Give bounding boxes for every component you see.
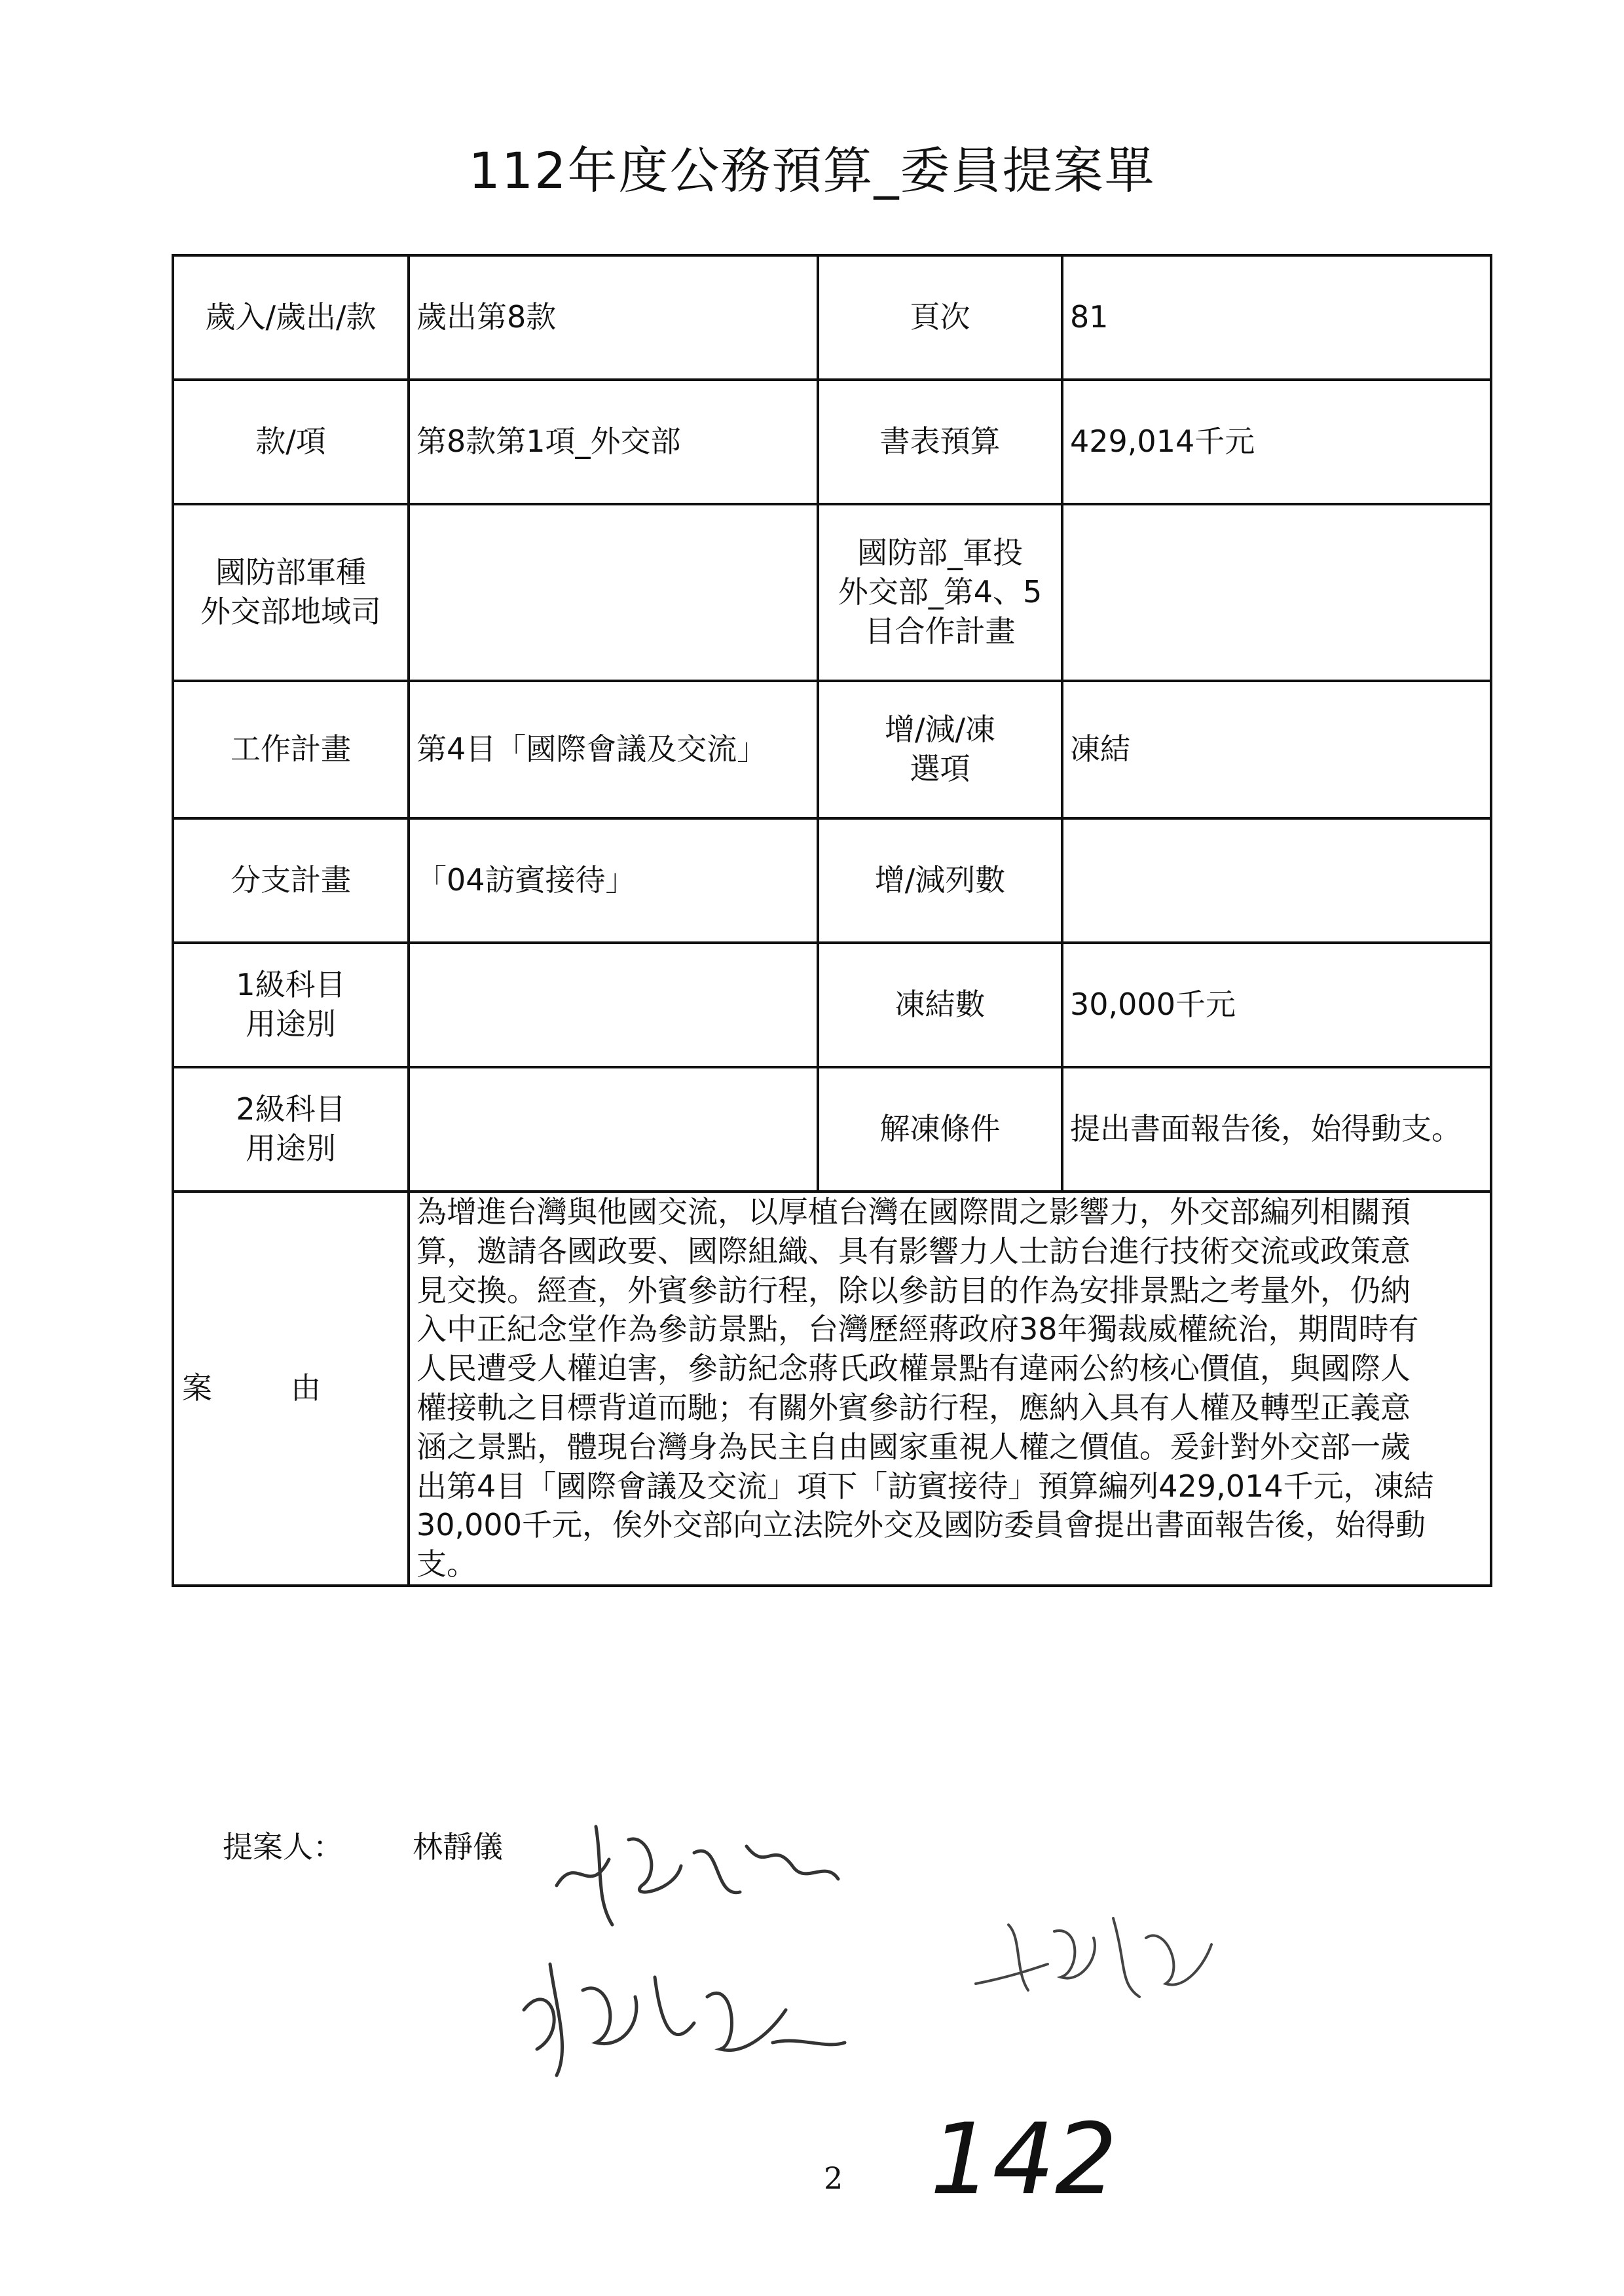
field-label-line: 選項 — [910, 751, 970, 786]
reason-line: 為增進台灣與他國交流，以厚植台灣在國際間之影響力，外交部編列相關預 — [416, 1194, 1411, 1230]
field-label — [173, 818, 409, 943]
field-label-2 — [818, 380, 1062, 504]
field-label-line: 款/項 — [255, 424, 326, 460]
handwritten-page-number — [923, 2095, 1120, 2219]
field-label-line: 工作計畫 — [231, 731, 351, 767]
field-value: 歲出第8款 — [409, 255, 818, 380]
field-label-2 — [818, 1067, 1062, 1192]
field-label — [173, 943, 409, 1067]
reason-line: 出第4目「國際會議及交流」項下「訪賓接待」預算編列429,014千元，凍結 — [416, 1468, 1434, 1504]
form-row — [173, 1067, 1491, 1192]
form-row — [173, 380, 1491, 504]
field-value-2: 30,000千元 — [1062, 943, 1491, 1067]
field-label-line: 國防部軍種 — [215, 555, 366, 591]
field-label-line: 歲入/歲出/款 — [205, 299, 377, 335]
reason-line: 算，邀請各國政要、國際組織、具有影響力人士訪台進行技術交流或政策意 — [416, 1233, 1411, 1269]
form-row — [173, 504, 1491, 681]
field-label-line: 目合作計畫 — [864, 613, 1016, 649]
field-label-line: 1級科目 — [236, 967, 346, 1003]
proposer-label: 提案人： — [223, 1829, 343, 1865]
field-value: 第4目「國際會議及交流」 — [409, 681, 818, 818]
field-value — [409, 504, 818, 681]
field-value: 第8款第1項_外交部 — [409, 380, 818, 504]
signature-1 — [550, 1813, 851, 1931]
field-value — [409, 1067, 818, 1192]
reason-line: 支。 — [416, 1546, 477, 1582]
handwritten-number-text: 142 — [930, 2103, 1118, 2217]
reason-line: 見交換。經查，外賓參訪行程，除以參訪目的作為安排景點之考量外，仍納 — [416, 1272, 1411, 1308]
reason-line: 人民遭受人權迫害，參訪紀念蔣氏政權景點有違兩公約核心價值，與國際人 — [416, 1351, 1411, 1387]
field-label-line: 增/減列數 — [874, 862, 1006, 898]
reason-line: 涵之景點，體現台灣身為民主自由國家重視人權之價值。爰針對外交部一歲 — [416, 1429, 1411, 1465]
form-row — [173, 943, 1491, 1067]
signature-3 — [969, 1899, 1218, 2010]
field-label-line: 頁次 — [910, 299, 970, 335]
field-label-2 — [818, 943, 1062, 1067]
field-label-line: 書表預算 — [879, 424, 1001, 460]
field-label — [173, 504, 409, 681]
field-value-2: 429,014千元 — [1062, 380, 1491, 504]
reason-label: 案由 — [173, 1192, 409, 1586]
field-label — [173, 255, 409, 380]
field-label-line: 外交部地域司 — [200, 594, 381, 629]
field-label — [173, 681, 409, 818]
field-label-line: 分支計畫 — [231, 862, 351, 898]
proposal-form-table — [172, 254, 1492, 1587]
page-number: 2 — [824, 2160, 843, 2196]
field-label-2 — [818, 818, 1062, 943]
form-row — [173, 818, 1491, 943]
reason-text — [409, 1192, 1491, 1586]
field-value: 「04訪賓接待」 — [409, 818, 818, 943]
field-value — [409, 943, 818, 1067]
reason-line: 權接軌之目標背道而馳；有關外賓參訪行程，應納入具有人權及轉型正義意 — [416, 1389, 1411, 1425]
field-label-line: 解凍條件 — [879, 1111, 1001, 1147]
signature-2 — [511, 1951, 851, 2082]
field-value-2: 凍結 — [1062, 681, 1491, 818]
field-value-2 — [1062, 818, 1491, 943]
field-value-2: 81 — [1062, 255, 1491, 380]
field-value-2: 提出書面報告後，始得動支。 — [1062, 1067, 1491, 1192]
field-label-line: 用途別 — [246, 1131, 336, 1166]
field-label-2 — [818, 681, 1062, 818]
field-label-line: 外交部_第4、5 — [838, 574, 1043, 610]
field-label-line: 2級科目 — [236, 1091, 346, 1127]
reason-line: 30,000千元，俟外交部向立法院外交及國防委員會提出書面報告後，始得動 — [416, 1507, 1426, 1543]
field-label-line: 增/減/凍 — [885, 712, 995, 748]
field-label-line: 國防部_軍投 — [857, 535, 1023, 571]
field-label-2 — [818, 504, 1062, 681]
document-title: 112年度公務預算_委員提案單 — [468, 141, 1156, 200]
field-value-2 — [1062, 504, 1491, 681]
form-row — [173, 681, 1491, 818]
field-label-2 — [818, 255, 1062, 380]
field-label — [173, 380, 409, 504]
reason-row — [173, 1192, 1491, 1586]
field-label — [173, 1067, 409, 1192]
reason-line: 入中正紀念堂作為參訪景點，台灣歷經蔣政府38年獨裁威權統治，期間時有 — [416, 1311, 1419, 1347]
form-row — [173, 255, 1491, 380]
field-label-line: 凍結數 — [895, 987, 986, 1023]
field-label-line: 用途別 — [246, 1006, 336, 1042]
proposer-name: 林靜儀 — [413, 1829, 503, 1865]
